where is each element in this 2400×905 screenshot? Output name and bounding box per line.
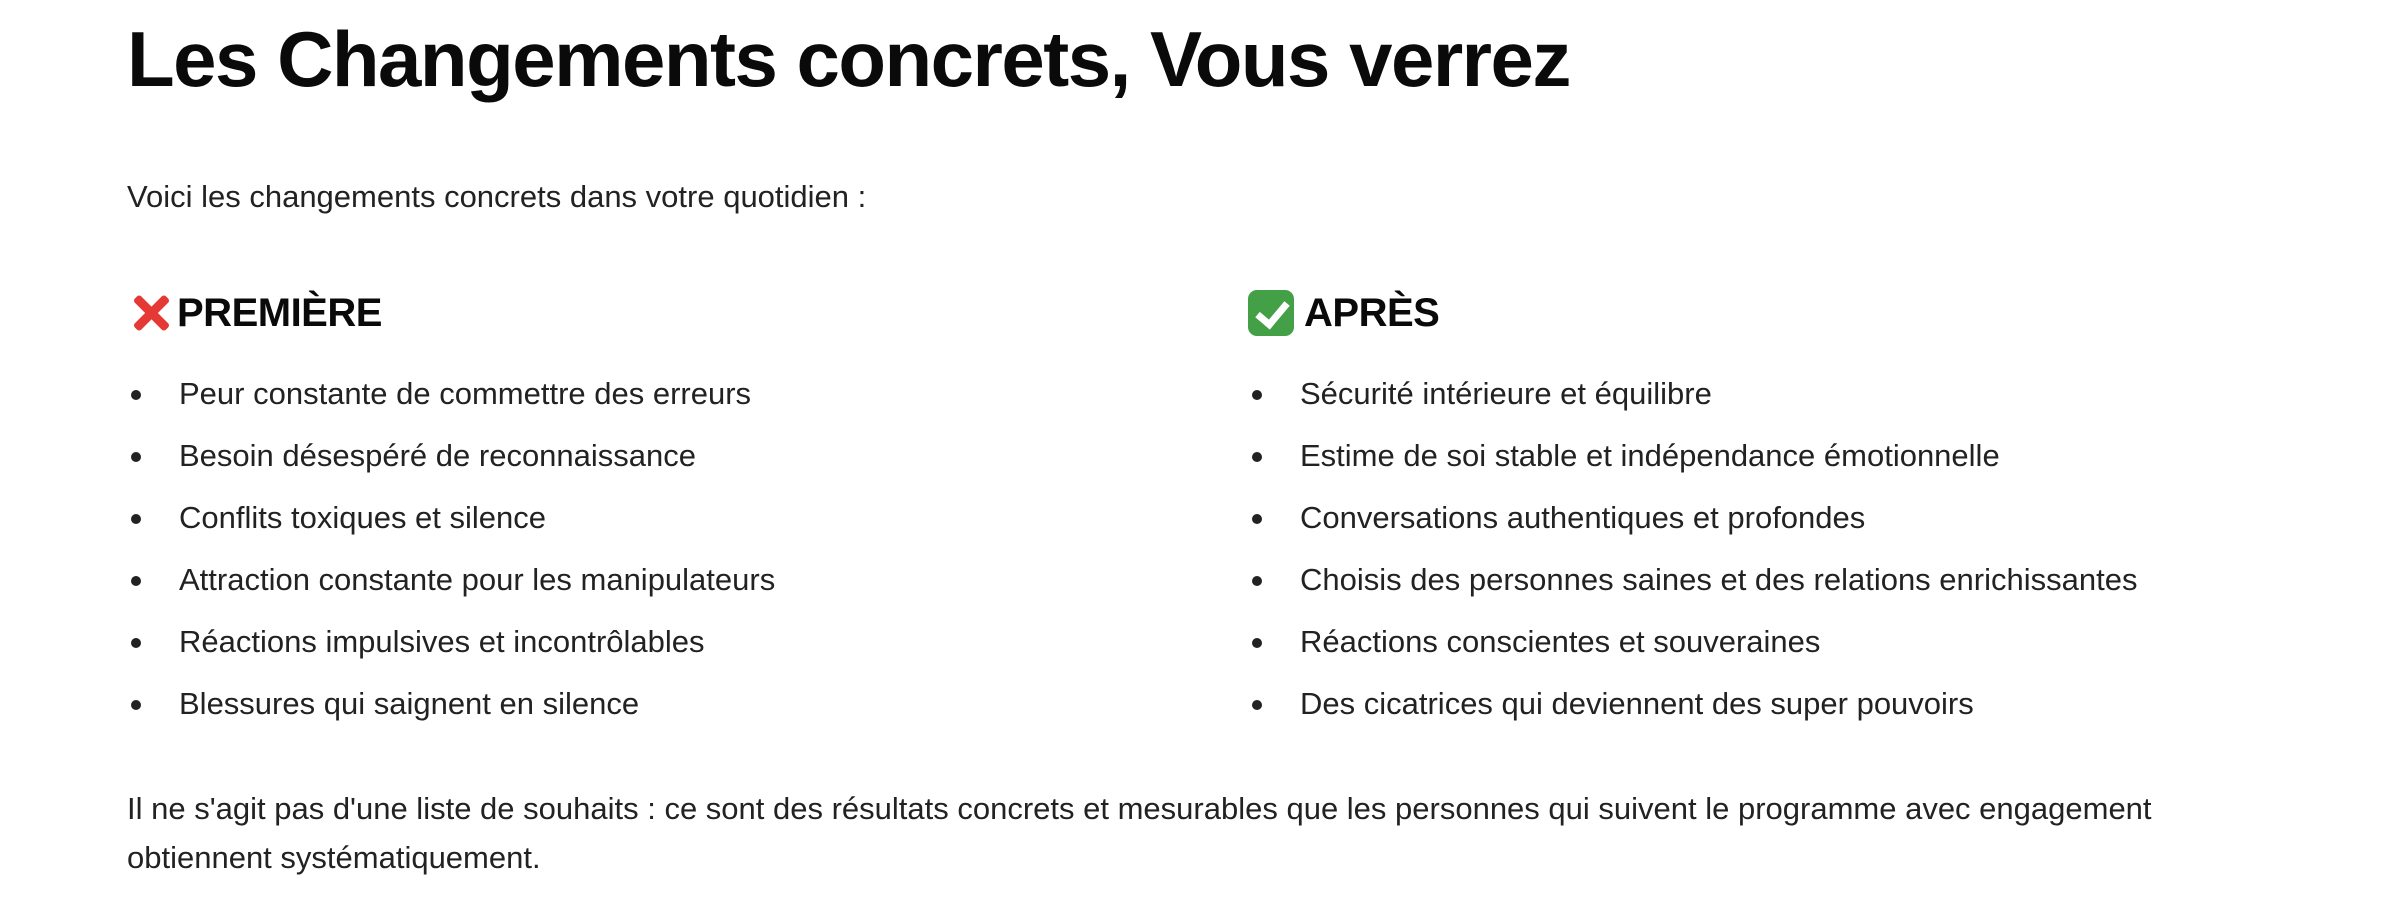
bullet-icon [131, 514, 141, 524]
before-heading-label: PREMIÈRE [177, 290, 382, 335]
after-column [1248, 285, 2248, 721]
list-item-text: Estime de soi stable et indépendance émotionnelle [1300, 438, 2000, 473]
bullet-icon [1252, 514, 1262, 524]
before-column [127, 285, 1127, 721]
list-item-text: Réactions impulsives et incontrôlables [179, 624, 705, 659]
bullet-icon [1252, 700, 1262, 710]
list-item [127, 437, 775, 499]
list-item-text: Des cicatrices qui deviennent des super pouvoirs [1300, 686, 1974, 721]
bullet-icon [131, 576, 141, 586]
bullet-icon [1252, 576, 1262, 586]
after-list [1248, 375, 2137, 747]
bullet-icon [131, 638, 141, 648]
page-title: Les Changements concrets, Vous verrez [127, 15, 1570, 103]
list-item [1248, 499, 2137, 561]
list-item [127, 375, 775, 437]
bullet-icon [1252, 638, 1262, 648]
bullet-icon [131, 452, 141, 462]
before-list [127, 375, 775, 747]
list-item [1248, 685, 2137, 747]
list-item-text: Conversations authentiques et profondes [1300, 500, 1866, 535]
comparison-columns [127, 285, 2287, 745]
conclusion-text: Il ne s'agit pas d'une liste de souhaits : ce sont des résultats concrets et mesurables que les personnes qui suivent le programme avec engagement obtiennent systématiquement. [127, 791, 2152, 875]
list-item-text: Besoin désespéré de reconnaissance [179, 438, 697, 473]
list-item [1248, 375, 2137, 437]
after-heading-label: APRÈS [1304, 290, 1440, 335]
list-item [127, 623, 775, 685]
bullet-icon [1252, 452, 1262, 462]
list-item [1248, 623, 2137, 685]
list-item-text: Peur constante de commettre des erreurs [179, 376, 752, 411]
list-item-text: Conflits toxiques et silence [179, 500, 547, 535]
check-mark-icon [1248, 290, 1294, 336]
before-heading [127, 285, 1127, 341]
list-item-text: Sécurité intérieure et équilibre [1300, 376, 1712, 411]
after-heading [1248, 285, 2248, 341]
bullet-icon [131, 390, 141, 400]
list-item-text: Réactions conscientes et souveraines [1300, 624, 1821, 659]
bullet-icon [131, 700, 141, 710]
list-item [1248, 437, 2137, 499]
list-item [127, 499, 775, 561]
main-content [127, 0, 2287, 875]
bullet-icon [1252, 390, 1262, 400]
cross-mark-icon [127, 289, 175, 337]
intro-text: Voici les changements concrets dans votre quotidien : [127, 179, 867, 214]
list-item-text: Blessures qui saignent en silence [179, 686, 640, 721]
list-item-text: Choisis des personnes saines et des relations enrichissantes [1300, 562, 2138, 597]
list-item-text: Attraction constante pour les manipulateurs [179, 562, 776, 597]
list-item [127, 561, 775, 623]
list-item [127, 685, 775, 747]
list-item [1248, 561, 2137, 623]
